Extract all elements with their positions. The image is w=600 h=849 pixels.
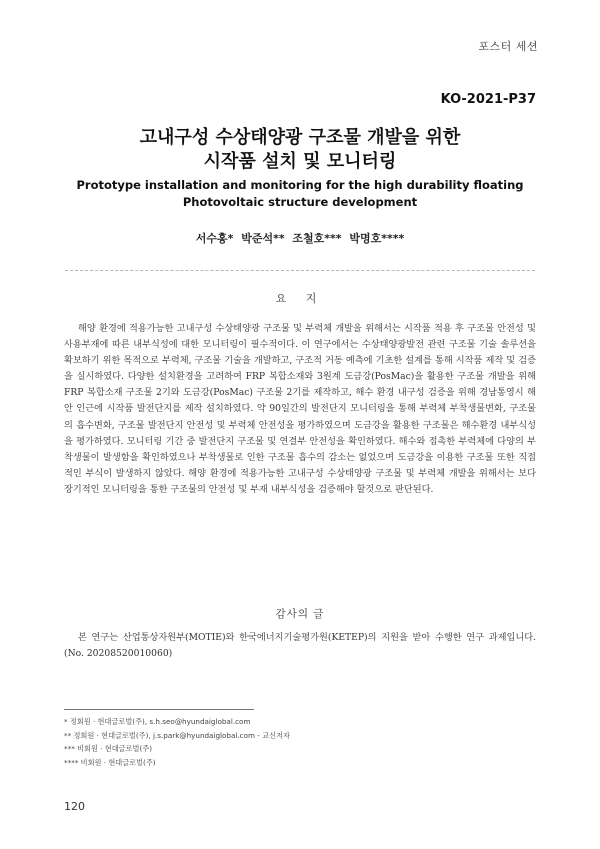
footnote-divider	[64, 709, 254, 710]
english-title: Prototype installation and monitoring for the high durability floating Photovoltaic structure development	[76, 178, 524, 209]
page-number: 120	[64, 800, 85, 813]
author-list: 서수홍* 박준석** 조철호*** 박명호****	[195, 232, 405, 245]
footnote-item: **** 비회원 · 현대글로벌(주)	[64, 757, 156, 767]
acknowledgement-body: 본 연구는 산업통상자원부(MOTIE)와 한국에너지기술평가원(KETEP)의 지원을 받아 수행한 연구 과제입니다. (No. 20208520010060)	[64, 632, 536, 659]
korean-title-line-1: 고내구성 수상태양광 구조물 개발을 위한	[139, 127, 461, 148]
acknowledgement-heading: 감사의 글	[275, 608, 325, 620]
section-label: 포스터 세션	[478, 40, 538, 53]
section-divider	[65, 270, 535, 271]
footnote-item: ** 정회원 · 현대글로벌(주), j.s.park@hyundaiglobal.com - 교신저자	[64, 730, 290, 740]
footnote-item: *** 비회원 · 현대글로벌(주)	[64, 744, 153, 753]
abstract-body: 해양 환경에 적용가능한 고내구성 수상태양광 구조물 및 부력체 개발을 위해서는 시작품 적용 후 구조물 안전성 및 사용부재에 따른 내부식성에 대한 모니터링이 필수적이다. 이 연구에서는 수상태양광발전 관련 구조물 기술 솔루션을 확보하기 위한 목적으로 부력체, 구조물 기술을 개발하고, 구조적 거동 예측에 기초한 설계를 통해 시작품 제작 및 검증을 실시하였다. 다양한 설치환경을 고려하여 FRP 복합소재와 3원계 도금강(PosMac)을 활용한 구조물 개발을 위해 FRP 복합소재 구조물 2기와 도금강(PosMac) 구조물 2기를 제작하고, 해수 환경 내구성 검증을 위해 경남통영시 해안 인근에 시작품 발전단지를 제작 설치하였다. 약 90일간의 발전단지 모니터링을 통해 부력체 부착생물변화, 구조물의 흡수변화, 구조물 발전단지 안전성 및 부력체 안전성을 평가하였으며 도금강을 활용한 구조물은 해수환경 내부식성을 평가하였다. 모니터링 기간 중 발전단지 구조물 및 연결부 안전성을 확인하였다. 해수와 접촉한 부력체에 다양의 부착생물이 발생함을 확인하였으나 부착생물로 인한 구조물 흡수의 감소는 없었으며 도금강을 이용한 구조물 또한 직접적인 부식이 발생하지 않았다. 해양 환경에 적용가능한 고내구성 수상태양광 구조물 및 부력체 개발을 위해서는 보다 장기적인 모니터링을 통한 구조물의 안전성 및 부재 내부식성을 검증해야 할것으로 판단된다.	[64, 323, 536, 495]
footnotes	[64, 715, 534, 769]
korean-title-line-2: 시작품 설치 및 모니터링	[203, 151, 397, 172]
footnote-item: * 정회원 · 현대글로벌(주), s.h.seo@hyundaiglobal.com	[64, 717, 251, 726]
abstract-heading: 요 지	[275, 292, 325, 305]
korean-title	[0, 126, 600, 174]
paper-code: KO-2021-P37	[440, 92, 536, 107]
